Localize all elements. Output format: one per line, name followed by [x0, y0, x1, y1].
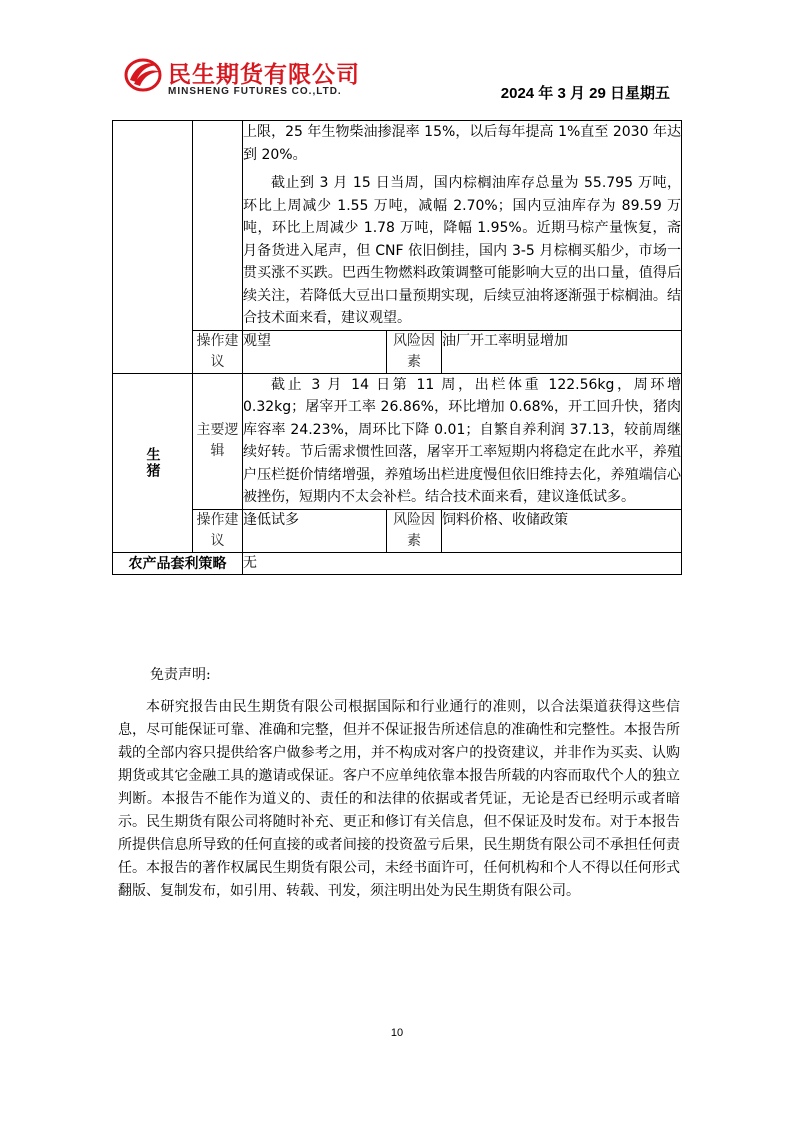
strategy-label: 农产品套利策略	[113, 552, 243, 574]
table-row	[113, 330, 682, 373]
logic-content	[243, 373, 682, 509]
page-number: 10	[390, 1027, 404, 1039]
table-row	[113, 121, 682, 331]
company-name-en: MINSHENG FUTURES CO.,LTD.	[168, 86, 342, 97]
risk-label: 风险因素	[387, 509, 442, 552]
label-cell	[193, 121, 243, 331]
company-name-cn: 民生期货有限公司	[168, 62, 360, 88]
logic-paragraph: 截止 3 月 14 日第 11 周，出栏体重 122.56kg，周环增 0.32kg；屠宰开工率 26.86%，环比增加 0.68%，开工回升快，猪肉库容率 24.23%，周环比下降 0.01；自繁自养利润 37.13，较前周继续好转。节后需求惯性回落，屠宰开工率短期内将稳定在此水平，养殖户压栏挺价情绪增强，养殖场出栏进度慢但依旧维持去化，养殖端信心被挫伤，短期内不太会补栏。结合技术面来看，建议逢低试多。	[243, 376, 682, 505]
analysis-content	[243, 121, 682, 331]
operation-value: 逢低试多	[243, 509, 387, 552]
analysis-paragraph: 截止到 3 月 15 日当周，国内棕榈油库存总量为 55.795 万吨，环比上周减少 1.55 万吨，减幅 2.70%；国内豆油库存为 89.59 万吨，环比上周减少 1.78 万吨，降幅 1.95%。近期马棕产量恢复，斋月备货进入尾声，但 CNF 依旧倒挂，国内 3-5 月棕榈买船少，市场一贯买涨不买跌。巴西生物燃料政策调整可能影响大豆的出口量，值得后续关注，若降低大豆出口量预期实现，后续豆油将逐渐强于棕榈油。结合技术面来看，建议观望。	[243, 175, 682, 326]
logic-label: 主要逻辑	[193, 373, 243, 509]
disclaimer-section	[118, 664, 680, 903]
disclaimer-title: 免责声明:	[150, 667, 211, 683]
operation-value: 观望	[243, 330, 387, 373]
risk-value: 饲料价格、收储政策	[442, 509, 682, 552]
report-date: 2024 年 3 月 29 日星期五	[500, 85, 670, 102]
table-row	[113, 373, 682, 509]
minsheng-logo-icon	[124, 54, 162, 94]
risk-label: 风险因素	[387, 330, 442, 373]
table-row	[113, 509, 682, 552]
disclaimer-body: 本研究报告由民生期货有限公司根据国际和行业通行的准则，以合法渠道获得这些信息，尽可能保证可靠、准确和完整，但并不保证报告所述信息的准确性和完整性。本报告所载的全部内容只提供给客户做参考之用，并不构成对客户的投资建议，并非作为买卖、认购期货或其它金融工具的邀请或保证。客户不应单纯依靠本报告所载的内容而取代个人的独立判断。本报告不能作为道义的、责任的和法律的依据或者凭证，无论是否已经明示或者暗示。民生期货有限公司将随时补充、更正和修订有关信息，但不保证及时发布。对于本报告所提供信息所导致的任何直接的或者间接的投资盈亏后果，民生期货有限公司不承担任何责任。本报告的著作权属民生期货有限公司，未经书面许可，任何机构和个人不得以任何形式翻版、复制发布，如引用、转载、刊发，须注明出处为民生期货有限公司。	[118, 699, 680, 899]
table-row	[113, 552, 682, 574]
operation-label: 操作建议	[193, 509, 243, 552]
analysis-table	[112, 120, 682, 575]
category-hog: 生猪	[113, 373, 193, 552]
category-cell	[113, 121, 193, 374]
page-header	[0, 0, 794, 116]
analysis-paragraph: 上限，25 年生物柴油掺混率 15%，以后每年提高 1%直至 2030 年达到 20%。	[243, 124, 682, 163]
operation-label: 操作建议	[193, 330, 243, 373]
strategy-value: 无	[243, 552, 682, 574]
risk-value: 油厂开工率明显增加	[442, 330, 682, 373]
company-logo	[124, 54, 364, 102]
